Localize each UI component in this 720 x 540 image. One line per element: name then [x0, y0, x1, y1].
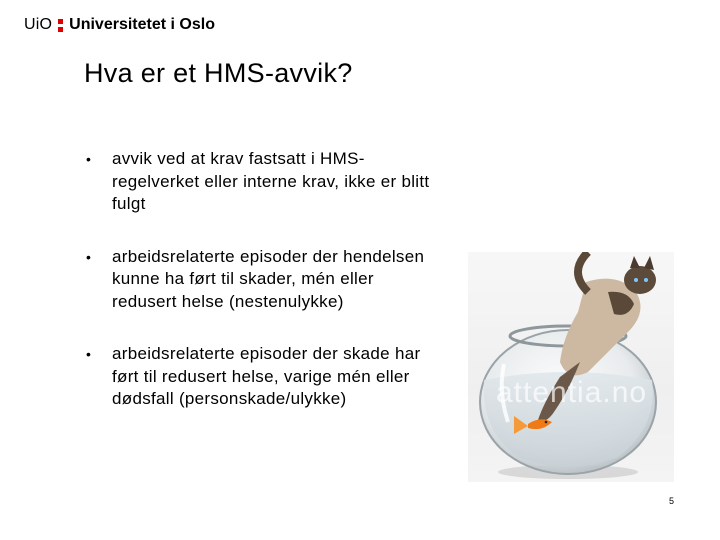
slide-title: Hva er et HMS-avvik?	[84, 58, 353, 88]
bullet-item	[86, 246, 436, 314]
logo-short: UiO	[24, 16, 53, 33]
bullet-text: arbeidsrelaterte episoder der skade har ført til redusert helse, varige mén eller dødsfall (personskade/ulykke)	[112, 344, 421, 408]
bullet-item	[86, 148, 436, 216]
bullet-icon: •	[86, 346, 92, 362]
bullet-list	[86, 148, 436, 441]
bullet-text: avvik ved at krav fastsatt i HMS-regelverket eller interne krav, ikke er blitt fulgt	[112, 149, 430, 213]
cat-fishbowl-photo	[468, 252, 674, 482]
bullet-item	[86, 343, 436, 411]
page-number: 5	[669, 496, 675, 506]
uio-logo	[24, 14, 215, 36]
logo-name: Universitetet i Oslo	[69, 16, 215, 33]
bullet-icon: •	[86, 248, 92, 265]
logo-colon-icon	[58, 19, 63, 32]
photo-illustration	[468, 252, 674, 482]
bullet-text: arbeidsrelaterte episoder der hendelsen kunne ha ført til skader, mén eller redusert helse (nestenulykke)	[112, 246, 425, 311]
bullet-icon: •	[86, 151, 92, 167]
image-watermark: attentia.no	[496, 376, 648, 409]
